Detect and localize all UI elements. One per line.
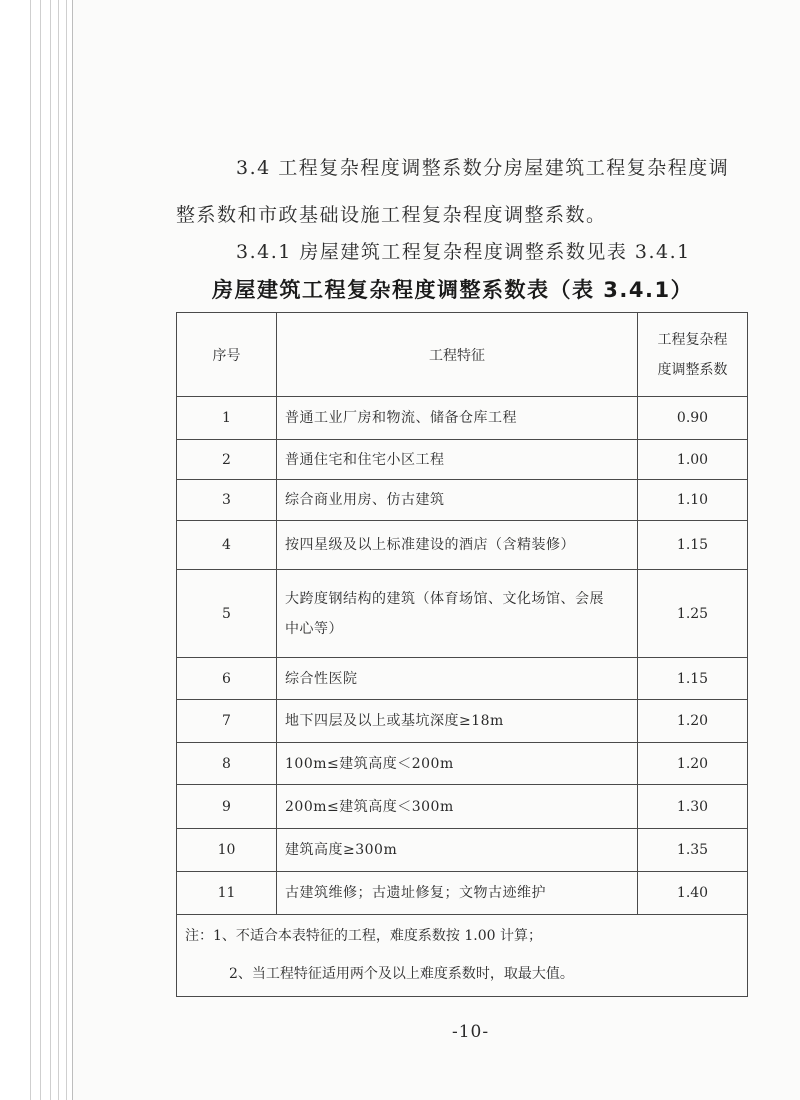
row-feature-line1: 大跨度钢结构的建筑（体育场馆、文化场馆、会展 <box>285 590 604 607</box>
row-no: 9 <box>177 785 277 829</box>
row-no: 8 <box>177 743 277 785</box>
section-3-4-paragraph-cont: 整系数和市政基础设施工程复杂程度调整系数。 <box>176 204 607 226</box>
row-feature: 综合商业用房、仿古建筑 <box>277 480 638 521</box>
page-edge <box>30 0 31 1100</box>
table-row <box>177 570 748 658</box>
row-no: 3 <box>177 480 277 521</box>
table-note <box>177 915 748 997</box>
note-line-2: 2、当工程特征适用两个及以上难度系数时，取最大值。 <box>229 965 574 982</box>
row-coefficient: 1.10 <box>638 480 748 521</box>
coefficient-table <box>176 312 748 997</box>
table-row <box>177 440 748 480</box>
note-line-1: 注：1、不适合本表特征的工程，难度系数按 1.00 计算； <box>185 927 542 944</box>
section-3-4-paragraph: 3.4 工程复杂程度调整系数分房屋建筑工程复杂程度调 <box>236 157 730 179</box>
row-feature: 普通住宅和住宅小区工程 <box>277 440 638 480</box>
row-feature: 100m≤建筑高度＜200m <box>277 743 638 785</box>
page-edge <box>58 0 59 1100</box>
row-no: 4 <box>177 521 277 570</box>
row-coefficient: 0.90 <box>638 397 748 440</box>
row-feature: 普通工业厂房和物流、储备仓库工程 <box>277 397 638 440</box>
row-no: 11 <box>177 872 277 915</box>
row-coefficient: 1.15 <box>638 658 748 700</box>
row-coefficient: 1.35 <box>638 829 748 872</box>
page-edge <box>40 0 41 1100</box>
table-row <box>177 829 748 872</box>
header-no: 序号 <box>177 313 277 397</box>
row-no: 2 <box>177 440 277 480</box>
table-row <box>177 521 748 570</box>
row-coefficient: 1.40 <box>638 872 748 915</box>
table-note-row <box>177 915 748 997</box>
row-feature <box>277 570 638 658</box>
table-row <box>177 743 748 785</box>
header-feature: 工程特征 <box>277 313 638 397</box>
table-row <box>177 658 748 700</box>
row-coefficient: 1.30 <box>638 785 748 829</box>
row-feature: 建筑高度≥300m <box>277 829 638 872</box>
header-coefficient <box>638 313 748 397</box>
row-feature: 按四星级及以上标准建设的酒店（含精装修） <box>277 521 638 570</box>
row-no: 10 <box>177 829 277 872</box>
row-feature-line2: 中心等） <box>285 620 343 637</box>
table-title: 房屋建筑工程复杂程度调整系数表（表 3.4.1） <box>212 278 694 302</box>
row-feature: 古建筑维修；古遗址修复；文物古迹维护 <box>277 872 638 915</box>
table-row <box>177 700 748 743</box>
row-no: 7 <box>177 700 277 743</box>
row-coefficient: 1.20 <box>638 743 748 785</box>
page-edge <box>66 0 67 1100</box>
row-coefficient: 1.15 <box>638 521 748 570</box>
row-no: 6 <box>177 658 277 700</box>
header-coef-line1: 工程复杂程 <box>657 331 728 348</box>
row-no: 5 <box>177 570 277 658</box>
table-row <box>177 872 748 915</box>
row-feature: 地下四层及以上或基坑深度≥18m <box>277 700 638 743</box>
table-row <box>177 785 748 829</box>
row-coefficient: 1.00 <box>638 440 748 480</box>
page-number: -10- <box>452 1022 490 1042</box>
table-row <box>177 480 748 521</box>
table-row <box>177 397 748 440</box>
section-3-4-1-paragraph: 3.4.1 房屋建筑工程复杂程度调整系数见表 3.4.1 <box>236 241 691 263</box>
row-coefficient: 1.20 <box>638 700 748 743</box>
row-feature: 综合性医院 <box>277 658 638 700</box>
header-coef-line2: 度调整系数 <box>657 361 728 378</box>
table-header-row <box>177 313 748 397</box>
row-coefficient: 1.25 <box>638 570 748 658</box>
row-feature: 200m≤建筑高度＜300m <box>277 785 638 829</box>
page-edge <box>50 0 51 1100</box>
row-no: 1 <box>177 397 277 440</box>
